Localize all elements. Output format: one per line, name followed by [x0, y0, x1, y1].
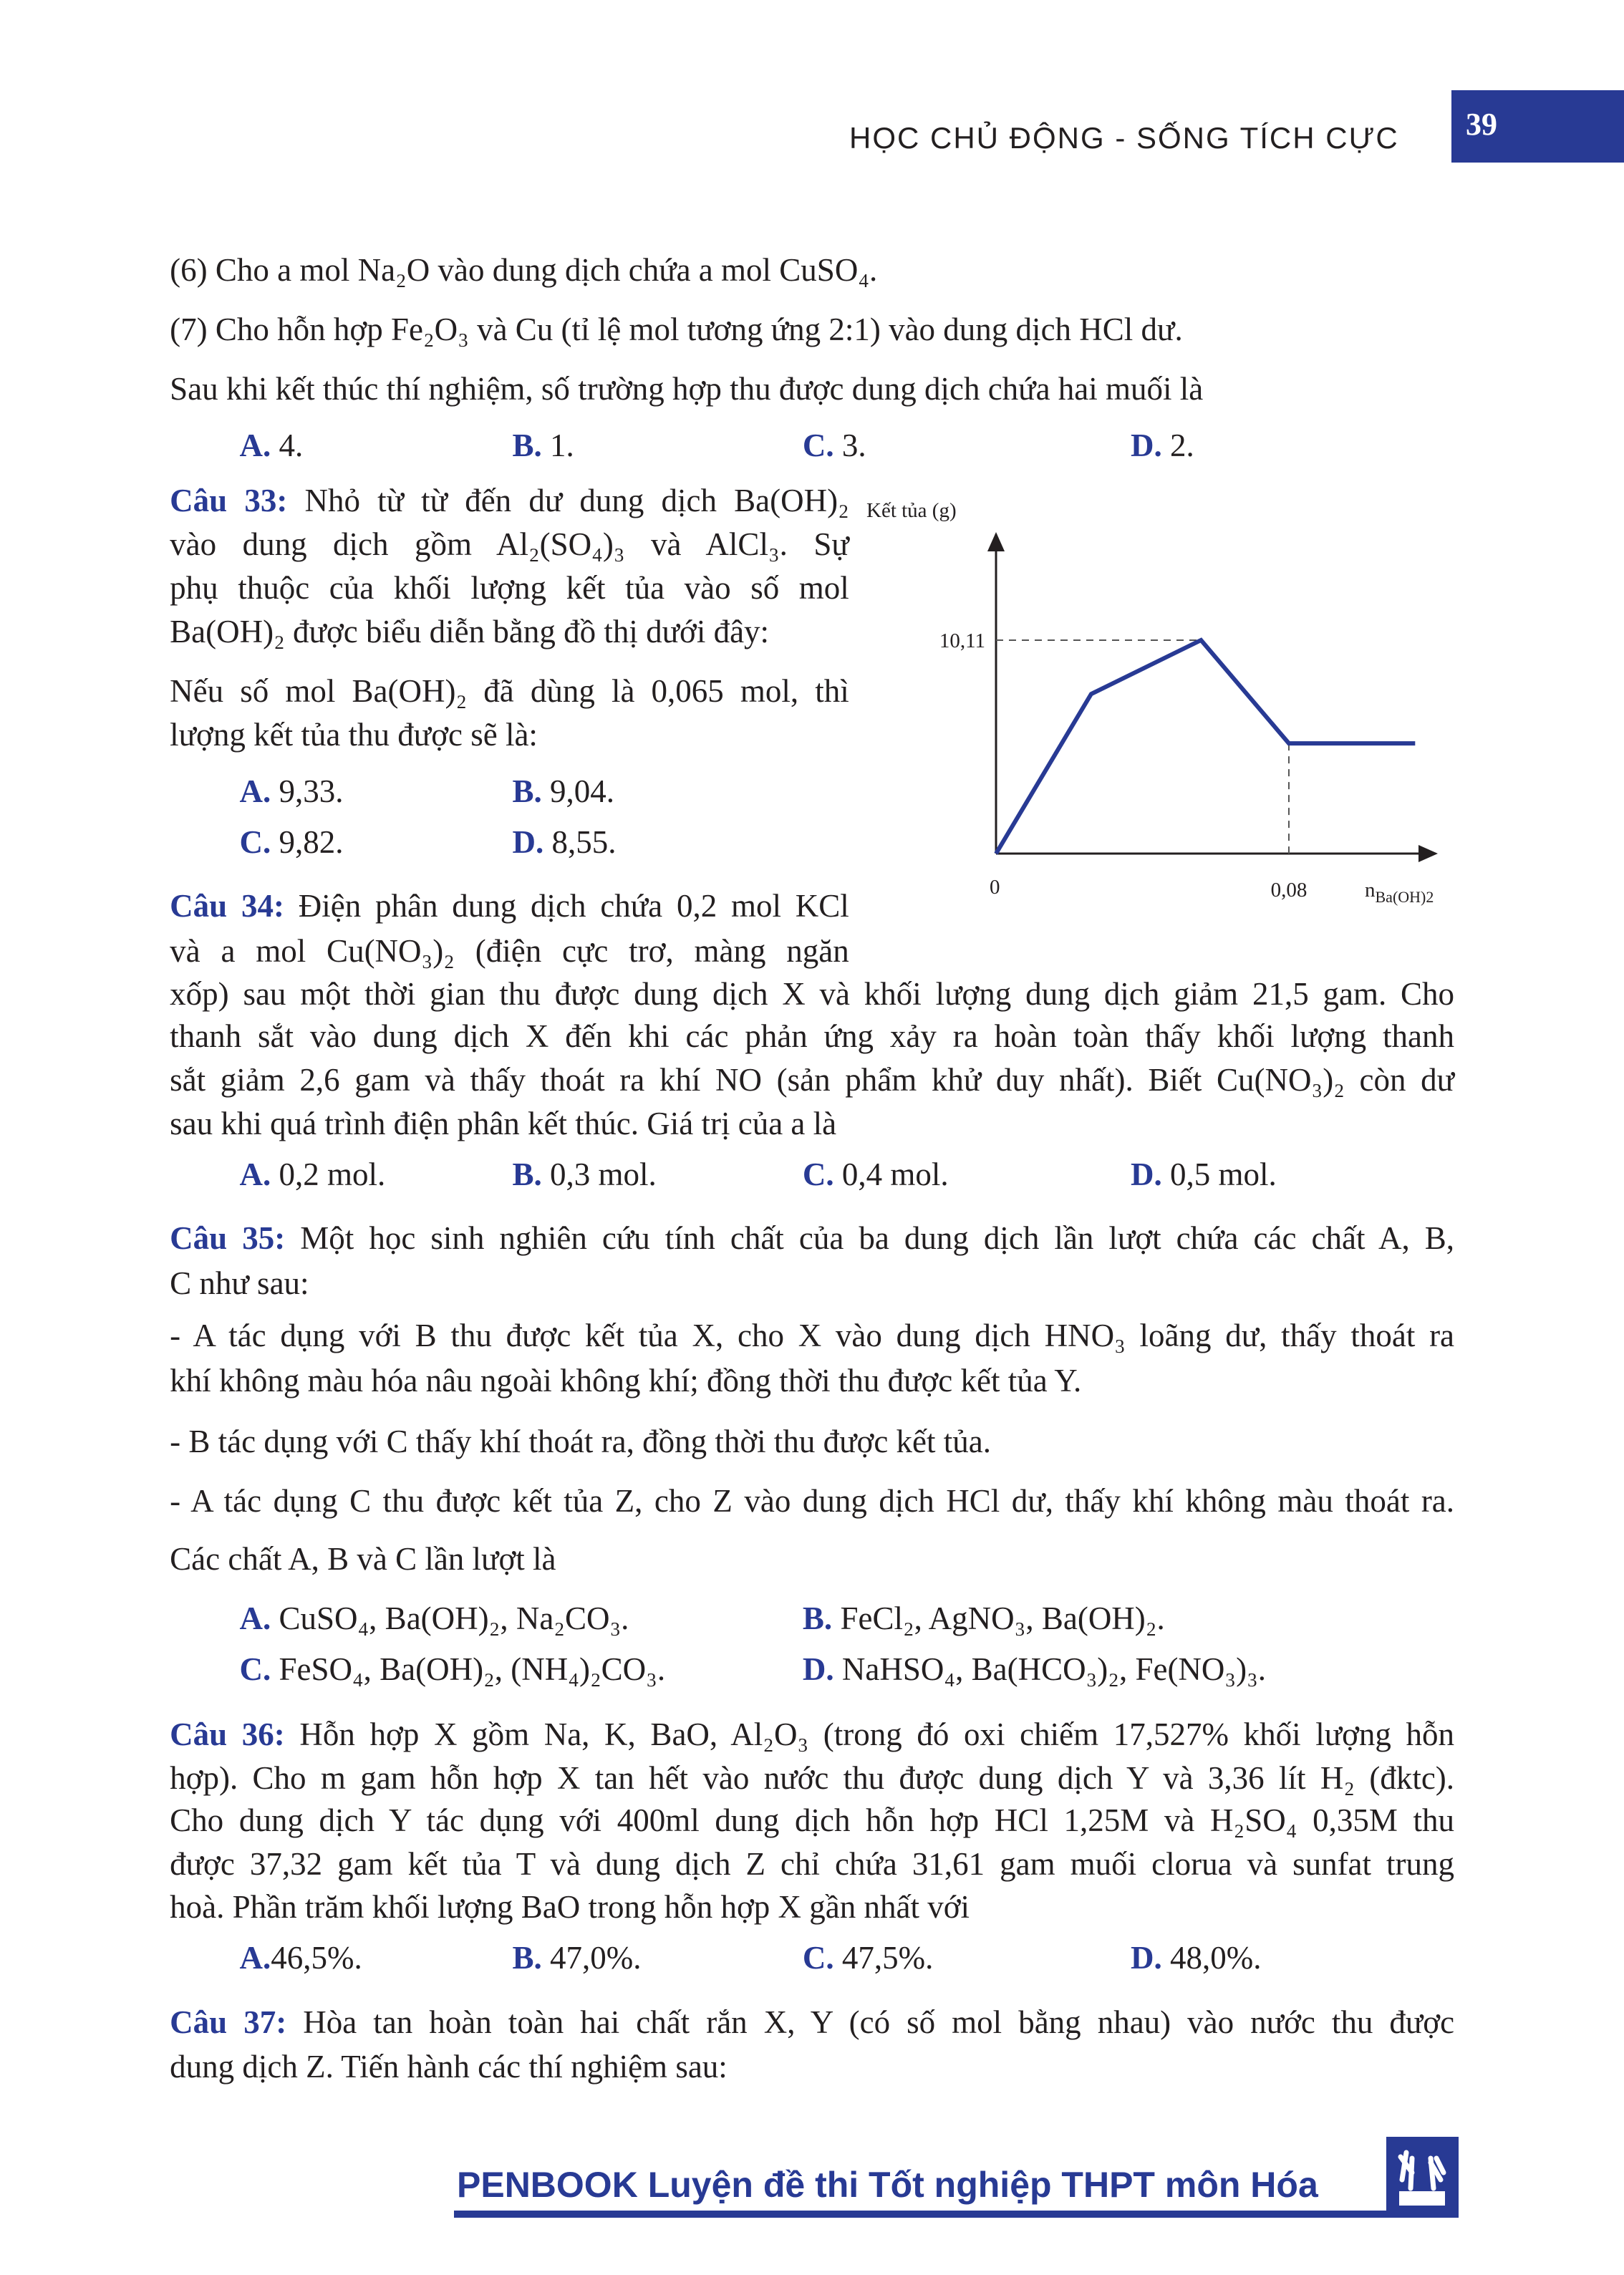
option-label: D. [1131, 1940, 1162, 1976]
option-label: D. [1131, 428, 1162, 464]
question-number: Câu 33: [170, 483, 288, 519]
question-text: xốp) sau một thời gian thu được dung dịch X và khối lượng dung dịch giảm 21,5 gam. Cho [170, 976, 1455, 1013]
question-36-line [170, 1799, 1454, 1842]
question-number: Câu 36: [170, 1716, 285, 1753]
page-number-box [1451, 90, 1624, 163]
question-34-line [170, 929, 849, 972]
question-text: sắt giảm 2,6 gam và thấy thoát ra khí NO (sản phẩm khử duy nhất). Biết Cu(NO₃)₂ còn dư [170, 1062, 1455, 1098]
option-text: FeSO₄, Ba(OH)₂, (NH₄)₂CO₃. [271, 1651, 666, 1688]
question-text: vào dung dịch gồm Al₂(SO₄)₃ và AlCl₃. Sự [170, 526, 849, 563]
question-text: Một học sinh nghiên cứu tính chất của ba dung dịch lần lượt chứa các chất A, B, [300, 1220, 1455, 1257]
option-label: B. [512, 1940, 542, 1976]
option-label: C. [802, 1940, 834, 1976]
option-text: 4. [271, 428, 304, 464]
question-text: C như sau: [170, 1265, 309, 1301]
option-label: C. [239, 1651, 271, 1688]
option-c[interactable] [239, 1648, 665, 1691]
footer-rule [454, 2211, 1459, 2218]
x-tick-label: 0,08 [1270, 879, 1308, 902]
text: (7) Cho hỗn hợp Fe₂O₃ và Cu (tỉ lệ mol tương ứng 2:1) vào dung dịch HCl dư. [170, 311, 1183, 348]
option-c[interactable] [239, 821, 343, 864]
y-axis-label: Kết tủa (g) [866, 499, 957, 522]
option-text: 47,5%. [833, 1940, 934, 1976]
option-a[interactable] [239, 1597, 629, 1640]
question-text: phụ thuộc của khối lượng kết tủa vào số mol [170, 569, 849, 606]
question-35-line [170, 1217, 1454, 1260]
footer-title: PENBOOK Luyện đề thi Tốt nghiệp THPT môn Hóa [457, 2165, 1318, 2205]
question-33-line [170, 566, 849, 609]
text: (6) Cho a mol Na₂O vào dung dịch chứa a mol CuSO₄. [170, 252, 878, 289]
option-d[interactable] [1131, 424, 1194, 467]
option-c[interactable] [803, 1936, 934, 1979]
option-b[interactable] [513, 770, 615, 813]
question-text: Ba(OH)₂ được biểu diễn bằng đồ thị dưới đây: [170, 613, 770, 649]
option-label: C. [802, 428, 834, 464]
option-c[interactable] [803, 1153, 949, 1196]
option-text: 9,82. [271, 823, 344, 860]
question-37-line [170, 2001, 1454, 2044]
question-text: lượng kết tủa thu được sẽ là: [170, 716, 538, 753]
question-text: khí không màu hóa nâu ngoài không khí; đồng thời thu được kết tủa Y. [170, 1362, 1082, 1399]
question-number: Câu 35: [170, 1220, 286, 1257]
option-text: 46,5%. [271, 1940, 362, 1976]
question-text: Các chất A, B và C lần lượt là [170, 1540, 556, 1577]
question-34-line [170, 884, 849, 927]
y-tick-label: 10,11 [939, 629, 985, 652]
question-36-line [170, 1885, 970, 1928]
question-text: - B tác dụng với C thấy khí thoát ra, đồng thời thu được kết tủa. [170, 1423, 991, 1459]
question-34-line [170, 1058, 1454, 1101]
question-35-line [170, 1420, 991, 1463]
question-text: - A tác dụng với B thu được kết tủa X, cho X vào dung dịch HNO₃ loãng dư, thấy thoát ra [170, 1317, 1455, 1353]
question-33-line [170, 523, 849, 566]
option-text: 48,0%. [1161, 1940, 1262, 1976]
question-text: Hỗn hợp X gồm Na, K, BaO, Al₂O₃ (trong đó oxi chiếm 17,527% khối lượng hỗn [299, 1716, 1455, 1753]
option-text: 2. [1161, 428, 1194, 464]
question-37-line [170, 2045, 728, 2088]
option-text: 1. [541, 428, 574, 464]
option-d[interactable] [513, 821, 617, 864]
question-33-line [170, 713, 538, 756]
option-label: C. [239, 823, 271, 860]
question-text: Hòa tan hoàn toàn hai chất rắn X, Y (có số mol bằng nhau) vào nước thu được [303, 2004, 1455, 2040]
question-text: dung dịch Z. Tiến hành các thí nghiệm sau: [170, 2049, 728, 2085]
question-35-line [170, 1359, 1081, 1402]
question-36-line [170, 1713, 1454, 1756]
question-text: và a mol Cu(NO₃)₂ (điện cực trơ, màng ngăn [170, 932, 849, 969]
option-label: A. [239, 773, 271, 809]
option-a[interactable] [239, 1153, 385, 1196]
option-text: 47,0%. [541, 1940, 642, 1976]
x-axis-label: $n_{Ba(OH)2}$ [1365, 879, 1434, 906]
question-36-line [170, 1757, 1454, 1800]
option-text: CuSO₄, Ba(OH)₂, Na₂CO₃. [271, 1600, 629, 1637]
question-35-line [170, 1537, 556, 1580]
precipitate-chart [845, 487, 1475, 917]
option-label: D. [802, 1651, 834, 1688]
option-label: A. [239, 1156, 271, 1192]
question-text: sau khi quá trình điện phân kết thúc. Giá trị của a là [170, 1105, 837, 1141]
statement-6 [170, 248, 877, 291]
option-a[interactable] [239, 1936, 362, 1979]
option-text: NaHSO₄, Ba(HCO₃)₂, Fe(NO₃)₃. [833, 1651, 1267, 1688]
question-text: Nếu số mol Ba(OH)₂ đã dùng là 0,065 mol, thì [170, 672, 849, 709]
question-text: hoà. Phần trăm khối lượng BaO trong hỗn hợp X gần nhất với [170, 1889, 970, 1926]
x-tick-label-origin: 0 [990, 876, 1000, 899]
option-text: 0,4 mol. [833, 1156, 949, 1192]
running-header: HỌC CHỦ ĐỘNG - SỐNG TÍCH CỰC [849, 121, 1399, 155]
question-text: Điện phân dung dịch chứa 0,2 mol KCl [298, 887, 849, 924]
question-34-line [170, 972, 1454, 1015]
question-text: được 37,32 gam kết tủa T và dung dịch Z chỉ chứa 31,61 gam muối clorua và sunfat trung [170, 1845, 1455, 1882]
question-34-line [170, 1102, 836, 1145]
option-text: 0,2 mol. [271, 1156, 386, 1192]
option-text: 0,5 mol. [1161, 1156, 1277, 1192]
question-33-line [170, 479, 849, 522]
option-text: FeCl₂, AgNO₃, Ba(OH)₂. [832, 1600, 1165, 1637]
option-text: 0,3 mol. [541, 1156, 657, 1192]
question-36-line [170, 1842, 1454, 1885]
statement-7 [170, 308, 1183, 351]
option-b[interactable] [803, 1597, 1165, 1640]
option-a[interactable] [239, 424, 303, 467]
option-b[interactable] [513, 1153, 657, 1196]
text: Sau khi kết thúc thí nghiệm, số trường hợp thu được dung dịch chứa hai muối là [170, 371, 1204, 407]
option-label: A. [239, 1600, 271, 1637]
question-text: thanh sắt vào dung dịch X đến khi các phản ứng xảy ra hoàn toàn thấy khối lượng thanh [170, 1018, 1455, 1055]
option-label: D. [1131, 1156, 1162, 1192]
page-number: 39 [1466, 107, 1497, 142]
question-text: hợp). Cho m gam hỗn hợp X tan hết vào nước thu được dung dịch Y và 3,36 lít H₂ (đktc). [170, 1760, 1455, 1797]
question-text: Cho dung dịch Y tác dụng với 400ml dung dịch hỗn hợp HCl 1,25M và H₂SO₄ 0,35M thu [170, 1802, 1455, 1838]
option-label: B. [802, 1600, 833, 1637]
question-35-line [170, 1262, 309, 1305]
option-d[interactable] [803, 1648, 1266, 1691]
footer-logo-icon [1386, 2137, 1459, 2218]
option-b[interactable] [513, 424, 574, 467]
question-34-line [170, 1015, 1454, 1058]
option-label: A. [239, 1940, 271, 1976]
question-number: Câu 37: [170, 2004, 287, 2040]
option-text: 3. [833, 428, 866, 464]
question-33-line [170, 670, 849, 713]
question-text: - A tác dụng C thu được kết tủa Z, cho Z vào dung dịch HCl dư, thấy khí không màu thoát ra. [170, 1482, 1455, 1519]
option-d[interactable] [1131, 1936, 1262, 1979]
option-label: C. [802, 1156, 834, 1192]
option-text: 9,04. [541, 773, 615, 809]
question-35-line [170, 1314, 1454, 1357]
option-label: D. [512, 823, 544, 860]
question-text: Nhỏ từ từ đến dư dung dịch Ba(OH)₂ [304, 483, 849, 519]
question-33-line [170, 610, 769, 653]
question-35-line [170, 1479, 1454, 1522]
option-c[interactable] [803, 424, 866, 467]
option-a[interactable] [239, 770, 343, 813]
question-number: Câu 34: [170, 887, 284, 924]
option-label: B. [512, 428, 542, 464]
option-label: A. [239, 428, 271, 464]
option-text: 9,33. [271, 773, 344, 809]
option-b[interactable] [513, 1936, 642, 1979]
option-d[interactable] [1131, 1153, 1277, 1196]
question-prompt [170, 367, 1203, 410]
option-text: 8,55. [543, 823, 617, 860]
option-label: B. [512, 1156, 542, 1192]
precipitate-series-line [996, 640, 1415, 854]
option-label: B. [512, 773, 542, 809]
